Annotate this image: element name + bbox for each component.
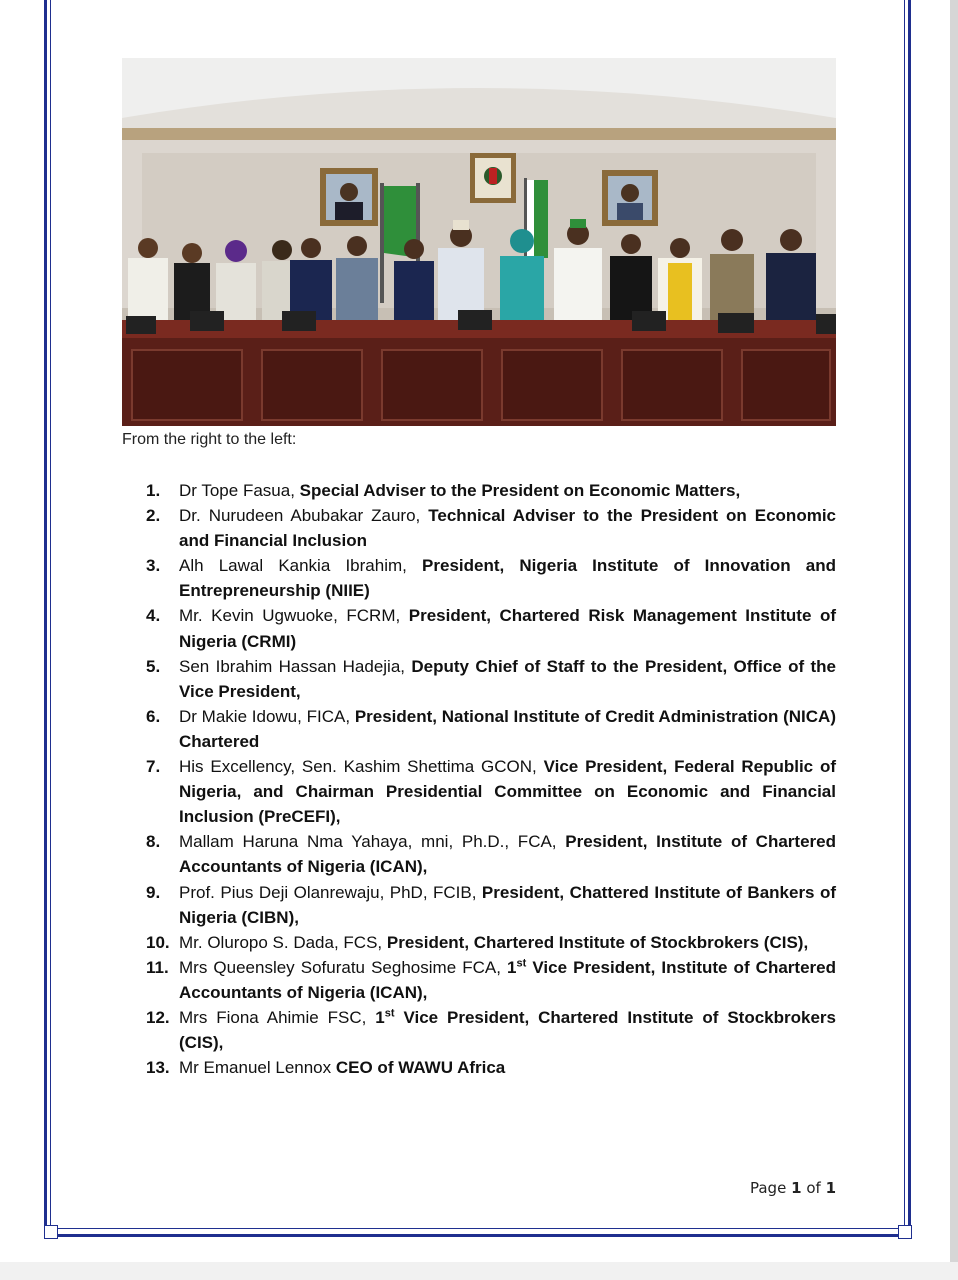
person-role: Special Adviser to the President on Economic Matters, xyxy=(299,481,741,500)
item-number: 1. xyxy=(146,481,161,500)
person-role: CEO of WAWU Africa xyxy=(335,1058,506,1078)
list-item xyxy=(146,754,836,829)
item-number: 13. xyxy=(146,1058,170,1078)
person-role: Technical Adviser to the President on Economic and Financial Inclusion xyxy=(179,506,836,551)
person-name: Alh Lawal Kankia Ibrahim, xyxy=(179,556,423,576)
item-number: 9. xyxy=(146,882,161,902)
person-name: Dr Makie Idowu, FICA, xyxy=(179,706,355,726)
person-role: President, Chartered Institute of Stockbrokers (CIS), xyxy=(386,932,809,952)
person-role: President, Institute of Chartered Accountants of Nigeria (ICAN), xyxy=(179,832,836,877)
list-item xyxy=(146,704,836,754)
person-role: President, Chattered Institute of Bankers of Nigeria (CIBN), xyxy=(179,882,837,927)
item-number: 5. xyxy=(146,656,161,676)
page-border-left-inner xyxy=(50,0,51,1234)
person-name: Mrs Queensley Sofuratu Seghosime FCA, xyxy=(179,957,508,977)
person-name: Mrs Fiona Ahimie FSC, xyxy=(179,1007,376,1027)
item-number: 2. xyxy=(146,506,161,526)
list-item xyxy=(146,1005,836,1055)
ordinal: 1st xyxy=(375,1007,395,1027)
item-number: 8. xyxy=(146,832,161,852)
person-role: President, National Institute of Credit Administration (NICA) Chartered xyxy=(179,706,836,751)
page-border-right xyxy=(908,0,911,1234)
ordinal: 1st xyxy=(507,957,527,977)
person-role: Vice President, Chartered Institute of Stockbrokers (CIS), xyxy=(179,1007,836,1053)
attendee-list xyxy=(146,478,836,1080)
item-number: 11. xyxy=(146,957,169,977)
list-item xyxy=(146,553,836,603)
person-role: Deputy Chief of Staff to the President, Office of the Vice President, xyxy=(179,656,836,701)
list-item xyxy=(146,880,836,930)
page-number: Page 1 of 1 xyxy=(749,1179,836,1197)
item-number: 3. xyxy=(146,556,161,576)
person-name: Dr Tope Fasua, xyxy=(179,481,300,500)
item-number: 7. xyxy=(146,757,161,777)
person-name: Sen Ibrahim Hassan Hadejia, xyxy=(179,656,412,676)
person-name: His Excellency, Sen. Kashim Shettima GCON, xyxy=(179,757,544,777)
page-border-bottom xyxy=(44,1234,911,1237)
list-item xyxy=(146,1055,836,1080)
person-role: Vice President, Institute of Chartered Accountants of Nigeria (ICAN), xyxy=(179,957,836,1002)
list-item xyxy=(146,603,836,653)
list-item xyxy=(146,654,836,704)
person-role: President, Chartered Risk Management Institute of Nigeria (CRMI) xyxy=(179,606,836,651)
item-number: 4. xyxy=(146,606,161,626)
screen-edge-bottom xyxy=(0,1262,958,1280)
person-name: Mr Emanuel Lennox xyxy=(179,1058,336,1078)
person-role: President, Nigeria Institute of Innovation and Entrepreneurship (NIIE) xyxy=(179,556,836,601)
border-corner-ornament xyxy=(898,1225,912,1239)
page-border-bottom-inner xyxy=(50,1228,905,1229)
item-number: 12. xyxy=(146,1007,170,1027)
item-number: 10. xyxy=(146,932,170,952)
group-photo xyxy=(122,58,836,426)
person-name: Mallam Haruna Nma Yahaya, mni, Ph.D., FCA, xyxy=(179,832,566,852)
page-border-left xyxy=(44,0,47,1234)
person-name: Mr. Kevin Ugwuoke, FCRM, xyxy=(179,606,409,626)
person-name: Prof. Pius Deji Olanrewaju, PhD, FCIB, xyxy=(179,882,482,902)
screen-edge xyxy=(950,0,958,1280)
list-item xyxy=(146,503,836,553)
page-border-right-inner xyxy=(904,0,905,1234)
person-role: Vice President, Federal Republic of Nigeria, and Chairman Presidential Committee on Economic and Financial Inclusion (PreCEFI), xyxy=(179,757,836,827)
photo-caption: From the right to the left: xyxy=(122,431,297,448)
list-item xyxy=(146,829,836,879)
list-item xyxy=(146,955,836,1005)
item-number: 6. xyxy=(146,706,161,726)
person-name: Mr. Oluropo S. Dada, FCS, xyxy=(179,932,387,952)
list-item xyxy=(146,930,836,955)
list-item xyxy=(146,478,836,503)
border-corner-ornament xyxy=(44,1225,58,1239)
person-name: Dr. Nurudeen Abubakar Zauro, xyxy=(179,506,429,526)
